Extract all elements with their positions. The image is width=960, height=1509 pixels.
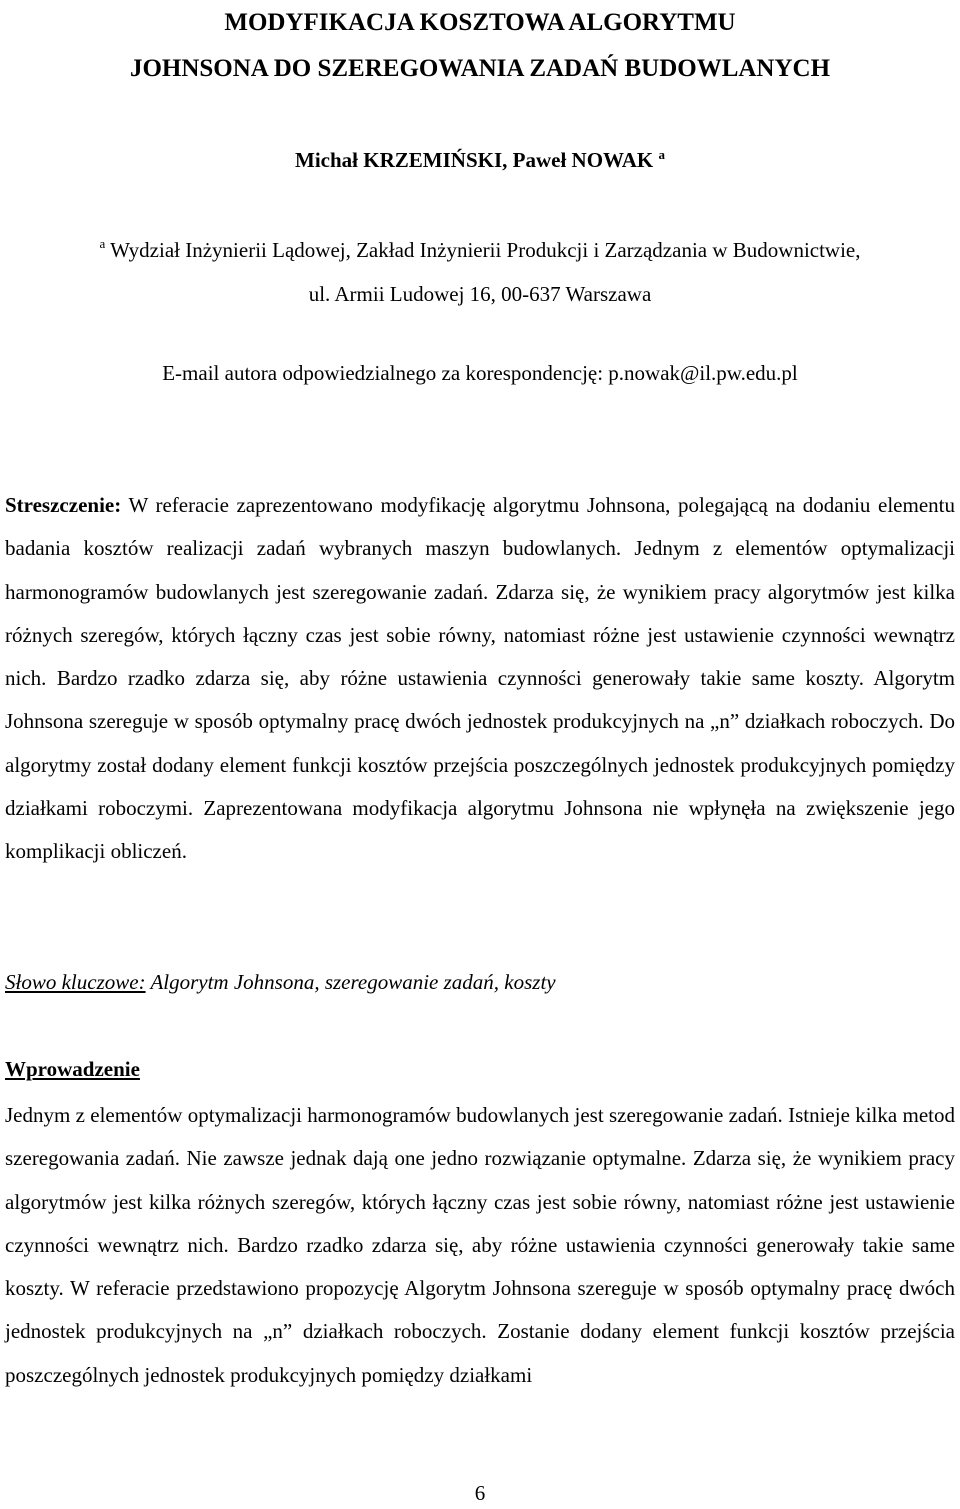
affiliation <box>0 222 960 316</box>
title-line-2: JOHNSONA DO SZEREGOWANIA ZADAŃ BUDOWLANYCH <box>129 55 831 82</box>
abstract <box>5 484 955 874</box>
author-names: Michał KRZEMIŃSKI, Paweł NOWAK <box>295 148 654 172</box>
page-number: 6 <box>474 1481 486 1505</box>
keywords-text: Algorytm Johnsona, szeregowanie zadań, koszty <box>150 970 556 994</box>
abstract-text: W referacie zaprezentowano modyfikację algorytmu Johnsona, polegającą na dodaniu elementu badania kosztów realizacji zadań wybranych maszyn budowlanych. Jednym z elementów optymalizacji harmonogramów budowlanych jest szeregowanie zadań. Zdarza się, że wynikiem pracy algorytmów jest kilka różnych szeregów, których łączny czas jest sobie równy, natomiast różne jest ustawienie czynności wewnątrz nich. Bardzo rzadko zdarza się, aby różne ustawienia czynności generowały takie same koszty. Algorytm Johnsona szereguje w sposób optymalny pracę dwóch jednostek produkcyjnych na „n” działkach roboczych. Do algorytmy został dodany element funkcji kosztów przejścia poszczególnych jednostek produkcyjnych pomiędzy działkami roboczymi. Zaprezentowana modyfikacja algorytmu Johnsona nie wpłynęła na zwiększenie jego komplikacji obliczeń. <box>5 493 955 864</box>
author-affiliation-mark: a <box>658 147 665 162</box>
abstract-label: Streszczenie: <box>5 493 122 517</box>
author-list <box>0 138 960 177</box>
corresponding-email: E-mail autora odpowiedzialnego za korespondencję: p.nowak@il.pw.edu.pl <box>162 361 798 385</box>
title-line-1: MODYFIKACJA KOSZTOWA ALGORYTMU <box>224 9 736 36</box>
affiliation-line-1: Wydział Inżynierii Lądowej, Zakład Inżynierii Produkcji i Zarządzania w Budownictwie, <box>110 238 861 262</box>
keywords <box>5 962 955 1002</box>
keywords-label: Słowo kluczowe: <box>5 970 146 994</box>
affiliation-line-2: ul. Armii Ludowej 16, 00-637 Warszawa <box>308 282 652 306</box>
section-heading: Wprowadzenie <box>5 1057 140 1081</box>
paper-title <box>0 0 960 92</box>
affiliation-mark: a <box>99 236 106 251</box>
section-body: Jednym z elementów optymalizacji harmonogramów budowlanych jest szeregowanie zadań. Istnieje kilka metod szeregowania zadań. Nie zawsze jednak dają one jedno rozwiązanie optymalne. Zdarza się, że wynikiem pracy algorytmów jest kilka różnych szeregów, których łączny czas jest sobie równy, natomiast różne jest ustawienie czynności wewnątrz nich. Bardzo rzadko zdarza się, aby różne ustawienia czynności generowały takie same koszty. W referacie przedstawiono propozycję Algorytm Johnsona szereguje w sposób optymalny pracę dwóch jednostek produkcyjnych na „n” działkach roboczych. Zostanie dodany element funkcji kosztów przejścia poszczególnych jednostek produkcyjnych pomiędzy działkami <box>5 1103 955 1387</box>
